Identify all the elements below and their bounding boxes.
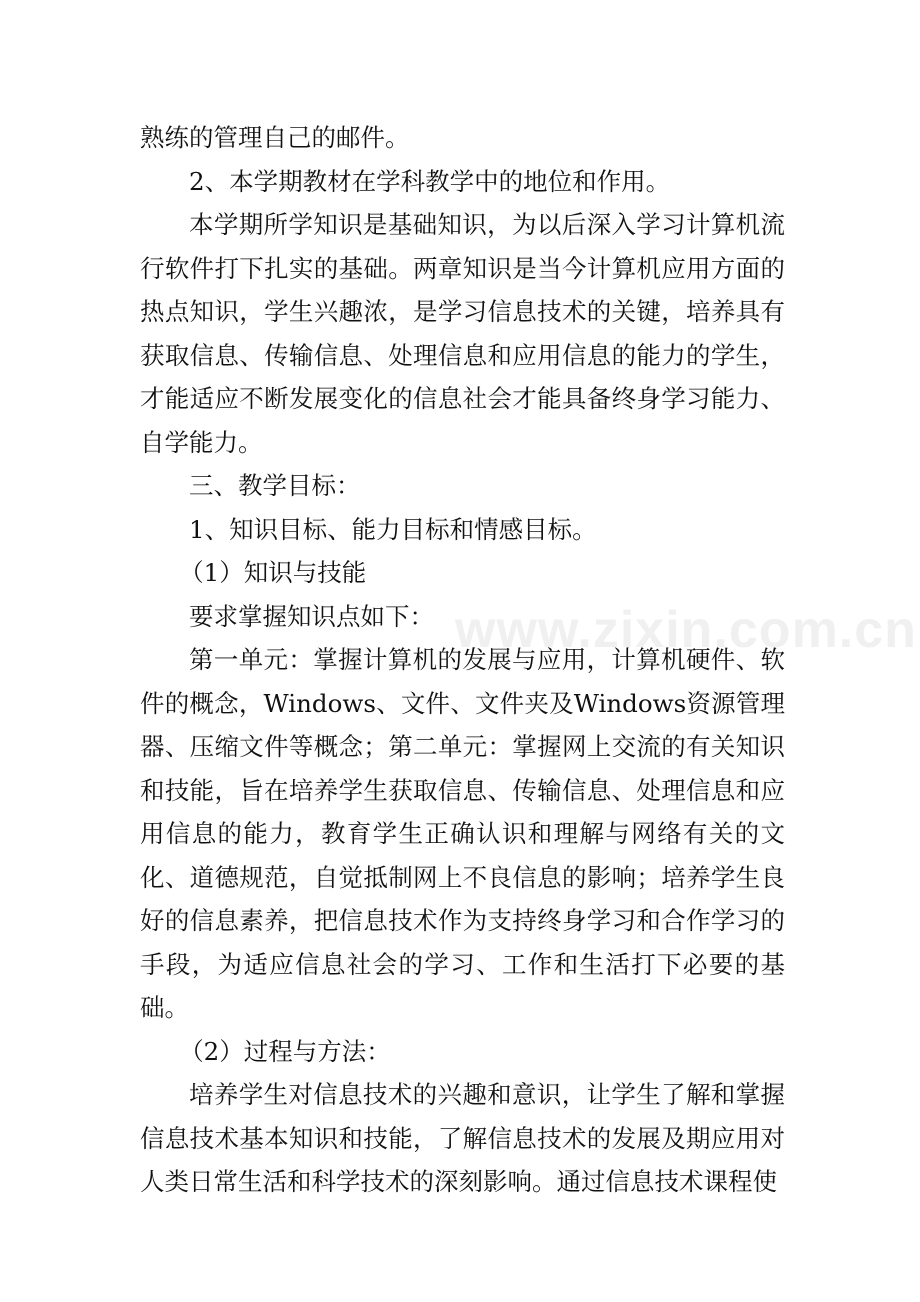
section-heading-objectives: 三、教学目标： xyxy=(189,471,361,500)
paragraph-foundation: 本学期所学知识是基础知识，为以后深入学习计算机流行软件打下扎实的基础。两章知识是当今计算机应用方面的热点知识，学生兴趣浓，是学习信息技术的关键，培养具有获取信息、传输信息、处理信息和应用信息的能力的学生，才能适应不断发展变化的信息社会才能具备终身学习能力、自学能力。 xyxy=(140,210,785,457)
paragraph-units: 第一单元：掌握计算机的发展与应用，计算机硬件、软件的概念，Windows、文件、文件夹及Windows资源管理器、压缩文件等概念；第二单元：掌握网上交流的有关知识和技能，旨在培养学生获取信息、传输信息、处理信息和应用信息的能力，教育学生正确认识和理解与网络有关的文化、道德规范，自觉抵制网上不良信息的影响；培养学生良好的信息素养，把信息技术作为支持终身学习和合作学习的手段，为适应信息社会的学习、工作和生活打下必要的基础。 xyxy=(140,645,785,1022)
paragraph-process: 培养学生对信息技术的兴趣和意识，让学生了解和掌握信息技术基本知识和技能，了解信息技术的发展及期应用对人类日常生活和科学技术的深刻影响。通过信息技术课程使 xyxy=(140,1080,785,1196)
paragraph-requirements-intro: 要求掌握知识点如下： xyxy=(189,601,434,631)
subheading-knowledge-skills: （1）知识与技能 xyxy=(179,558,367,587)
document-body xyxy=(140,116,785,1204)
paragraph-heading-2: 2、本学期教材在学科教学中的地位和作用。 xyxy=(189,166,671,196)
subheading-process-methods: （2）过程与方法： xyxy=(179,1036,391,1066)
watermark: www.zixin.com.cn xyxy=(455,601,917,659)
paragraph-continuation: 熟练的管理自己的邮件。 xyxy=(140,123,410,152)
paragraph-heading-objectives-1: 1、知识目标、能力目标和情感目标。 xyxy=(189,514,597,544)
